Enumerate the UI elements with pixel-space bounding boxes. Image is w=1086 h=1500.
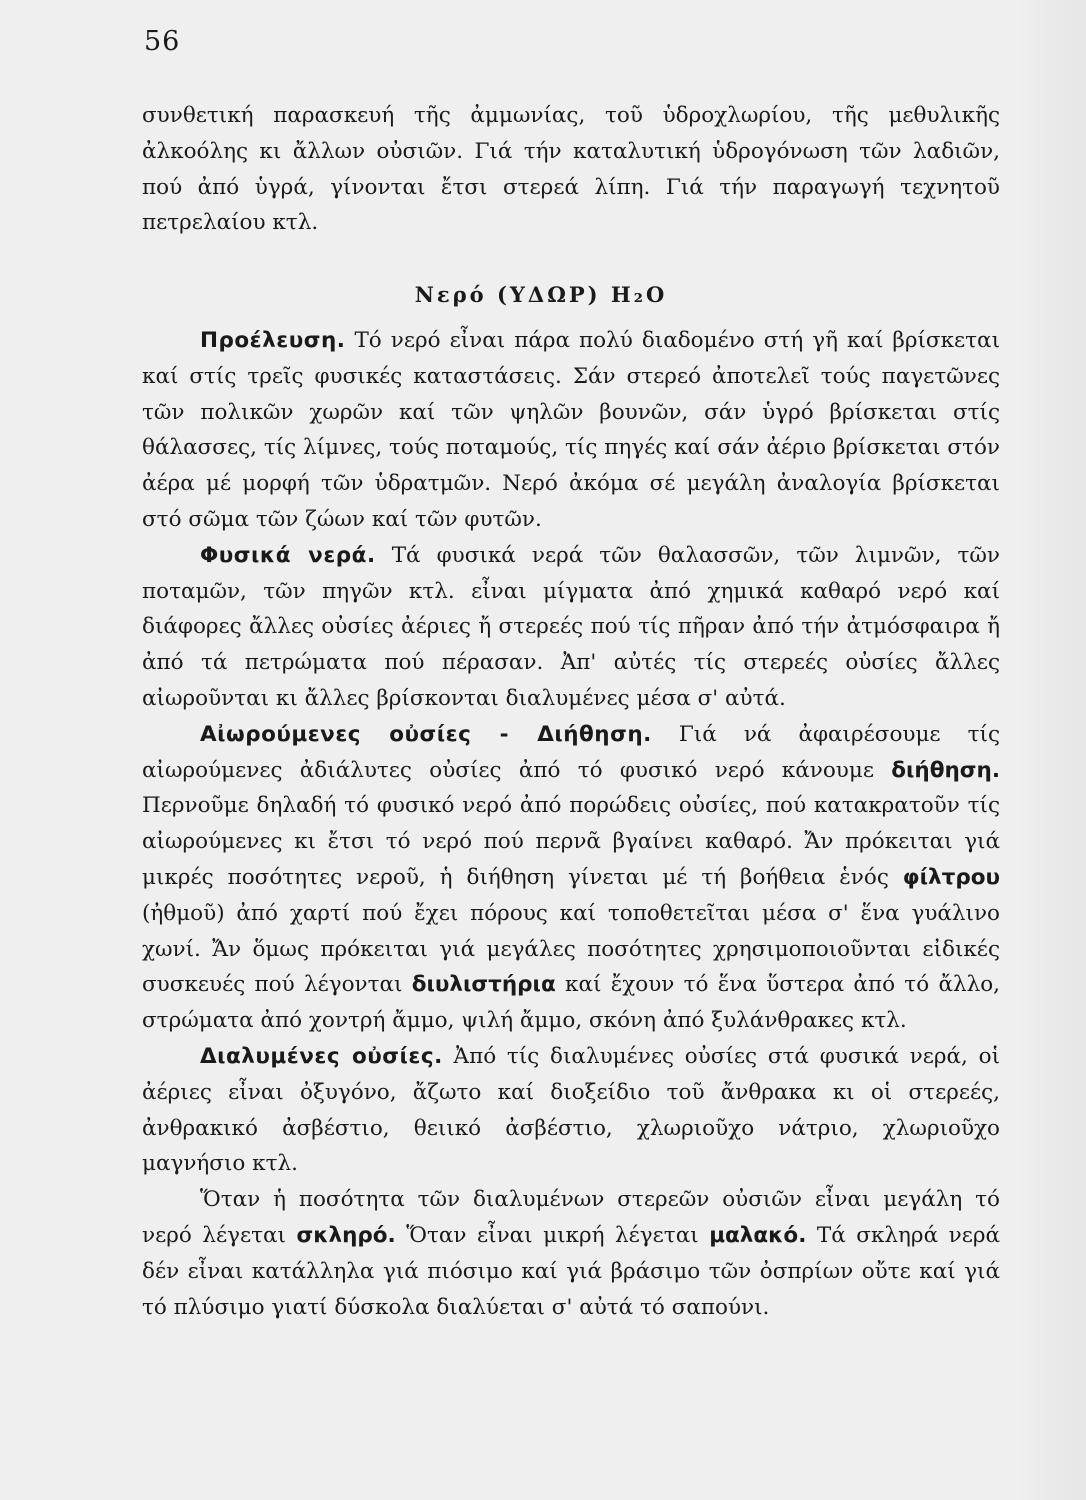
paragraph-text: καί ἔχουν τό ἕνα ὕστερα ἀπό τό ἄλλο, στρώματα ἀπό χοντρή ἄμμο, ψιλή ἄμμο, σκόνη ἀπό ξυλάνθρακες κτλ. (142, 972, 1000, 1034)
paragraph-heading: Διαλυμένες οὐσίες. (200, 1043, 443, 1069)
paragraph-text: Τό νερό εἶναι πάρα πολύ διαδομένο στή γῆ καί βρίσκεται καί στίς τρεῖς φυσικές καταστάσεις. Σάν στερεό ἀποτελεῖ τούς παγετῶνες τῶν πολικῶν χωρῶν καί τῶν ψηλῶν βουνῶν, σάν ὑγρό βρίσκεται στίς θάλασσες, τίς λίμνες, τούς ποταμούς, τίς πηγές καί σάν ἀέριο βρίσκεται στόν ἀέρα μέ μορφή τῶν ὑδρατμῶν. Νερό ἀκόμα σέ μεγάλη ἀναλογία βρίσκεται στό σῶμα τῶν ζώων καί τῶν φυτῶν. (142, 327, 1000, 532)
section-title: Νερό (ΥΔΩΡ) H₂O (414, 282, 668, 308)
bold-term: διήθηση. (891, 757, 1000, 783)
paragraph-text: (ἠθμοῦ) ἀπό χαρτί πού ἔχει πόρους καί τοποθετεῖται μέσα σ' ἕνα γυάλινο χωνί. Ἄν ὅμως πρόκειται γιά μεγάλες ποσότητες χρησιμοποιοῦνται εἰδικές συσκευές πού λέγονται (142, 900, 1000, 998)
intro-paragraph: συνθετική παρασκευή τῆς ἀμμωνίας, τοῦ ὑδροχλωρίου, τῆς μεθυλικῆς ἀλκοόλης κι ἄλλων οὐσιῶν. Γιά τήν καταλυτική ὑδρογόνωση τῶν λαδιῶν, πού ἀπό ὑγρά, γίνονται ἔτσι στερεά λίπη. Γιά τήν παραγωγή τεχνητοῦ πετρελαίου κτλ. (142, 103, 1000, 236)
bold-term: σκληρό. (296, 1222, 396, 1248)
paragraph-heading: Προέλευση. (200, 327, 346, 353)
paragraph-text: Ἀπό τίς διαλυμένες οὐσίες στά φυσικά νερά, οἱ ἀέριες εἶναι ὀξυγόνο, ἄζωτο καί διοξείδιο τοῦ ἄνθρακα κι οἱ στερεές, ἀνθρακικό ἀσβέστιο, θειικό ἀσβέστιο, χλωριοῦχο νάτριο, χλωριοῦχο μαγνήσιο κτλ. (142, 1043, 1000, 1177)
paragraph-text: Τά σκληρά νερά δέν εἶναι κατάλληλα γιά πιόσιμο καί γιά βράσιμο τῶν ὀσπρίων οὔτε καί γιά τό πλύσιμο γιατί δύσκολα διαλύεται σ' αὐτά τό σαπούνι. (142, 1222, 1000, 1320)
page-number: 56 (144, 26, 181, 57)
bold-term: φίλτρου (902, 864, 1000, 890)
paragraph-text: Περνοῦμε δηλαδή τό φυσικό νερό ἀπό πορώδεις οὐσίες, πού κατακρατοῦν τίς αἰωρούμενες κι ἔτσι τό νερό πού περνᾶ βγαίνει καθαρό. Ἄν πρόκειται γιά μικρές ποσότητες νεροῦ, ἡ διήθηση γίνεται μέ τή βοήθεια ἑνός (142, 793, 1000, 890)
body-text (142, 98, 1000, 1325)
paragraph-text: Ὅταν ἡ ποσότητα τῶν διαλυμένων στερεῶν οὐσιῶν εἶναι μεγάλη τό νερό λέγεται (142, 1187, 1000, 1248)
bold-term: μαλακό. (709, 1222, 807, 1248)
paragraph-text: Τά φυσικά νερά τῶν θαλασσῶν, τῶν λιμνῶν, τῶν ποταμῶν, τῶν πηγῶν κτλ. εἶναι μίγματα ἀπό χημικά καθαρό νερό καί διάφορες ἄλλες οὐσίες ἀέριες ἤ στερεές πού τίς πῆραν ἀπό τήν ἀτμόσφαιρα ἤ ἀπό τά πετρώματα πού πέρασαν. Ἀπ' αὐτές τίς στερεές οὐσίες ἄλλες αἰωροῦνται κι ἄλλες βρίσκονται διαλυμένες μέσα σ' αὐτά. (142, 542, 1000, 711)
bold-term: διυλιστήρια (411, 972, 556, 998)
paragraph-heading: Αἰωρούμενες οὐσίες - Διήθηση. (200, 721, 652, 747)
page-shadow (1016, 0, 1086, 1500)
paragraph-heading: Φυσικά νερά. (200, 542, 376, 568)
paragraph-natural-waters (142, 538, 1000, 717)
paragraph-dissolved (142, 1039, 1000, 1182)
paragraph-filtration (142, 717, 1000, 1039)
paragraph-origin (142, 323, 1000, 538)
paragraph-text: Γιά νά ἀφαιρέσουμε τίς αἰωρούμενες ἀδιάλυτες οὐσίες ἀπό τό φυσικό νερό κάνουμε (142, 721, 1000, 783)
paragraph-text: Ὅταν εἶναι μικρή λέγεται (395, 1222, 710, 1248)
paragraph-hardness (142, 1182, 1000, 1325)
